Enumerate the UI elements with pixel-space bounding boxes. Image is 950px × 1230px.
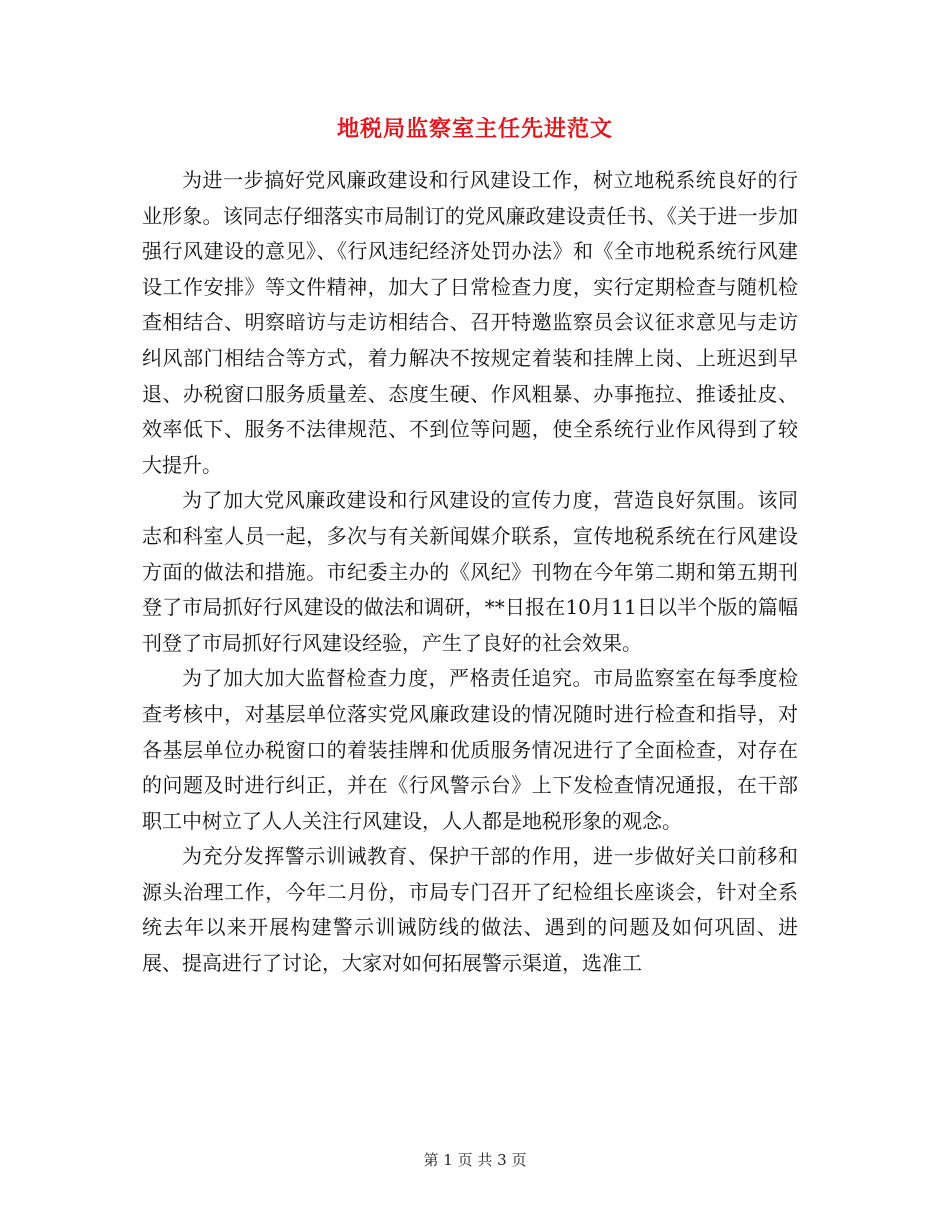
paragraph-2: 为了加大党风廉政建设和行风建设的宣传力度，营造良好氛围。该同志和科室人员一起，多次与有关新闻媒介联系，宣传地税系统在行风建设方面的做法和措施。市纪委主办的《风纪》刊物在今年第二期和第五期刊登了市局抓好行风建设的做法和调研，**日报在10月11日以半个版的篇幅刊登了市局抓好行风建设经验，产生了良好的社会效果。 (142, 488, 798, 655)
paragraph-4: 为充分发挥警示训诫教育、保护干部的作用，进一步做好关口前移和源头治理工作，今年二月份，市局专门召开了纪检组长座谈会，针对全系统去年以来开展构建警示训诫防线的做法、遇到的问题及如何巩固、进展、提高进行了讨论，大家对如何拓展警示渠道，选准工 (142, 844, 798, 976)
paragraph-3: 为了加大加大监督检查力度，严格责任追究。市局监察室在每季度检查考核中，对基层单位落实党风廉政建设的情况随时进行检查和指导，对各基层单位办税窗口的着装挂牌和优质服务情况进行了全面检查，对存在的问题及时进行纠正，并在《行风警示台》上下发检查情况通报，在干部职工中树立了人人关注行风建设，人人都是地税形象的观念。 (142, 666, 798, 833)
document-title: 地税局监察室主任先进范文 (336, 116, 613, 142)
document-body (142, 163, 798, 982)
page-number-footer: 第 1 页 共 3 页 (423, 1151, 527, 1169)
paragraph-1: 为进一步搞好党风廉政建设和行风建设工作，树立地税系统良好的行业形象。该同志仔细落实市局制订的党风廉政建设责任书、《关于进一步加强行风建设的意见》、《行风违纪经济处罚办法》和《全市地税系统行风建设工作安排》等文件精神，加大了日常检查力度，实行定期检查与随机检查相结合、明察暗访与走访相结合、召开特邀监察员会议征求意见与走访纠风部门相结合等方式，着力解决不按规定着装和挂牌上岗、上班迟到早退、办税窗口服务质量差、态度生硬、作风粗暴、办事拖拉、推诿扯皮、效率低下、服务不法律规范、不到位等问题，使全系统行业作风得到了较大提升。 (142, 168, 798, 477)
